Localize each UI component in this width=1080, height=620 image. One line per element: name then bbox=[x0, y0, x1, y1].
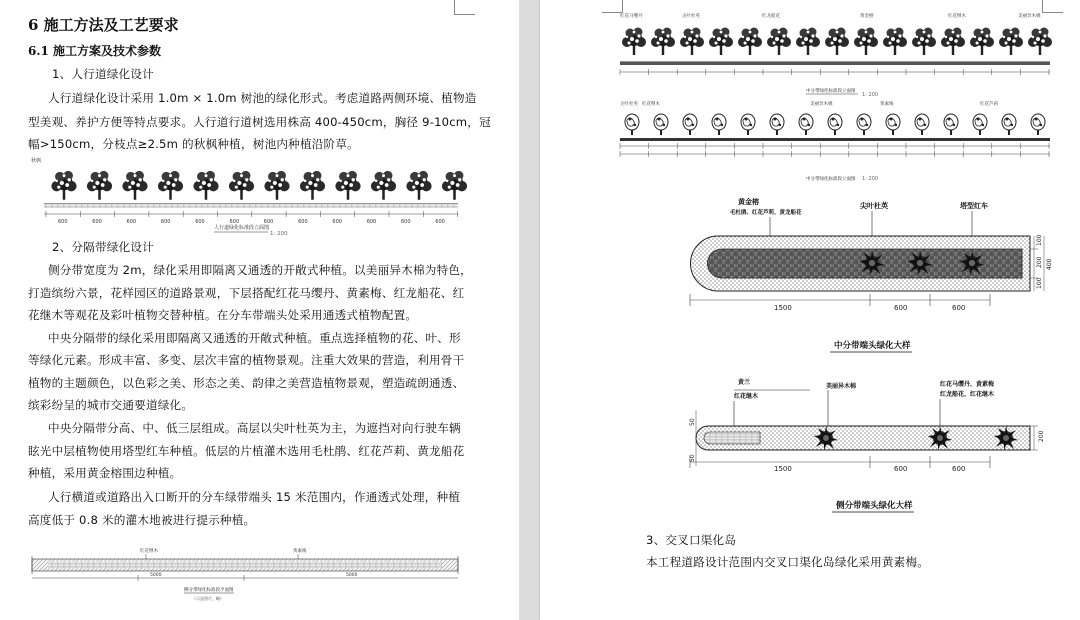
fig5-vdim: 100 bbox=[1036, 277, 1043, 289]
fig3-label: 尖叶杜英 bbox=[682, 14, 700, 19]
tree-symbol bbox=[51, 171, 76, 200]
fig1-dim-label: 600 bbox=[195, 219, 205, 225]
fig5-label: 尖叶杜英 bbox=[860, 202, 888, 210]
paragraph-line: 眩光中层植物使用塔型红车种植。低层的片植灌木选用毛杜鹃、红花芦莉、黄龙船花 bbox=[28, 444, 465, 458]
fig3-label: 美丽异木棉 bbox=[1018, 14, 1041, 19]
tree-symbol bbox=[825, 28, 849, 56]
fig6-label: 红龙船花、红花继木 bbox=[940, 391, 995, 398]
svg-text:秋枫: 秋枫 bbox=[31, 158, 42, 164]
fig5-dim: 600 bbox=[952, 304, 966, 312]
tree-symbol bbox=[371, 171, 396, 200]
fig3-label: 红龙船花 bbox=[762, 14, 780, 19]
tree-symbol bbox=[799, 114, 813, 135]
tree-symbol bbox=[886, 114, 900, 135]
fig6-vdim: 200 bbox=[1038, 430, 1045, 442]
median-elevation-figure-2 bbox=[620, 100, 1050, 186]
tree-symbol bbox=[1031, 114, 1045, 135]
paragraph-line: 幅>150cm，分枝点≥2.5m 的秋枫种植，树池内种植沿阶草。 bbox=[28, 137, 359, 151]
fig1-dim-label: 600 bbox=[263, 219, 274, 225]
tree-symbol bbox=[915, 114, 929, 135]
tree-symbol bbox=[654, 114, 668, 135]
tree-symbol bbox=[625, 114, 639, 135]
fig5-vdim: 200 bbox=[1036, 256, 1043, 268]
tree-symbol bbox=[335, 171, 360, 200]
fig6-vdim: 50 bbox=[689, 454, 696, 462]
tree-symbol bbox=[944, 114, 958, 135]
fig1-dim-label: 600 bbox=[58, 219, 68, 225]
tree-symbol bbox=[770, 114, 784, 135]
tree-symbol bbox=[854, 28, 878, 56]
fig6-label: 美丽异木棉 bbox=[826, 383, 857, 390]
paragraph-line: 打造缤纷六景，花样园区的道路景观，下层搭配红花马缨丹、黄素梅、红龙船花、红 bbox=[28, 286, 465, 300]
fig2-label-a: 红花继木 bbox=[140, 549, 158, 554]
tree-symbol bbox=[1028, 28, 1052, 56]
tree-symbol bbox=[828, 114, 842, 135]
fig2-label-b: 黄素梅 bbox=[293, 549, 307, 554]
fig6-label: 红花继木 bbox=[734, 393, 759, 400]
tree-symbol bbox=[712, 114, 726, 135]
fig5-vdim: 400 bbox=[1046, 258, 1053, 270]
page-gutter bbox=[519, 0, 540, 620]
fig6-vdim: 50 bbox=[689, 418, 696, 426]
tree-symbol bbox=[973, 114, 987, 135]
tree-symbol bbox=[300, 171, 325, 200]
paragraph-line: 中央分隔带分高、中、低三层组成。高层以尖叶杜英为主，为遮挡对向行驶车辆 bbox=[48, 421, 461, 435]
tree-symbol bbox=[406, 171, 431, 200]
fig1-caption: 人行道绿化标准段立面图 bbox=[214, 225, 270, 231]
fig4-label: 美丽异木棉 bbox=[810, 102, 833, 107]
fig5-vdim: 100 bbox=[1036, 234, 1043, 246]
median-end-detail-figure bbox=[650, 196, 1053, 356]
tree-symbol bbox=[680, 28, 704, 56]
fig2-dim: 5000 bbox=[346, 573, 358, 578]
tree-symbol bbox=[999, 28, 1023, 56]
fig1-dim-label: 600 bbox=[298, 219, 308, 225]
tree-symbol bbox=[683, 114, 697, 135]
median-plan-figure bbox=[28, 546, 462, 604]
section-1-title: 1、人行道绿化设计 bbox=[52, 67, 154, 81]
fig4-label: 红花继木 bbox=[642, 102, 660, 107]
fig1-dim-label: 600 bbox=[126, 219, 137, 225]
fig6-dim: 600 bbox=[894, 465, 908, 473]
margin-corner-mark bbox=[454, 0, 475, 15]
fig4-caption: 中分带绿化标准段立面图 bbox=[806, 177, 856, 182]
paragraph-line: 中央分隔带的绿化采用即隔离又通透的开敞式种植。重点选择植物的花、叶、形 bbox=[48, 331, 461, 345]
paragraph-line: 等绿化元素。形成丰富、多变、层次丰富的植物景观。注重大效果的营造，利用骨干 bbox=[28, 353, 465, 367]
fig5-caption: 中分带端头绿化大样 bbox=[834, 341, 911, 351]
tree-symbol bbox=[651, 28, 675, 56]
paragraph-line: 侧分带宽度为 2m，绿化采用即隔离又通透的开敞式种植。以美丽异木棉为特色， bbox=[48, 263, 472, 277]
paragraph-line: 人行横道或道路出入口断开的分车绿带端头 15 米范围内，作通透式处理，种植 bbox=[48, 490, 461, 504]
fig1-dim-label: 600 bbox=[160, 219, 171, 225]
paragraph-line: 花继木等观花及彩叶植物交替种植。在分车带端头处采用通透式植物配置。 bbox=[28, 308, 418, 322]
fig3-scale: 1: 200 bbox=[862, 92, 878, 98]
fig5-dim: 1500 bbox=[774, 304, 792, 312]
fig5-label: 塔型红车 bbox=[960, 202, 988, 210]
fig2-dim: 5000 bbox=[150, 573, 162, 578]
fig4-label: 尖叶杜英 bbox=[620, 102, 638, 107]
fig4-label: 红花芦莉 bbox=[980, 102, 998, 107]
tree-symbol bbox=[264, 171, 289, 200]
side-divider-end-detail-figure bbox=[650, 374, 1050, 522]
paragraph-line: 人行道绿化设计采用 1.0m × 1.0m 树池的绿化形式。考虑道路两侧环境、植物造 bbox=[48, 91, 477, 105]
fig3-label: 红花马缨丹 bbox=[620, 14, 643, 19]
fig5-label: 黄金榕 bbox=[738, 198, 759, 206]
fig1-dim-label: 600 bbox=[435, 219, 445, 225]
tree-symbol bbox=[622, 28, 646, 56]
paragraph-line: 型美观、养护方便等特点要求。人行道行道树选用株高 400-450cm，胸径 9-10cm，冠 bbox=[28, 115, 491, 129]
paragraph-line: 种植，采用黄金榕围边种植。 bbox=[28, 466, 182, 480]
fig1-dim-label: 600 bbox=[332, 219, 342, 225]
fig4-label: 黄素梅 bbox=[880, 102, 894, 107]
fig6-label: 黄兰 bbox=[738, 379, 751, 386]
fig3-label: 黄金榕 bbox=[860, 14, 874, 19]
fig4-scale: 1: 200 bbox=[862, 176, 878, 182]
paragraph-line: 缤彩纷呈的城市交通要道绿化。 bbox=[28, 398, 194, 412]
tree-symbol bbox=[193, 171, 218, 200]
fig1-dim-label: 600 bbox=[366, 219, 377, 225]
sidewalk-elevation-figure bbox=[28, 156, 458, 238]
tree-symbol bbox=[1002, 114, 1016, 135]
fig1-dim-label: 600 bbox=[401, 219, 411, 225]
tree-symbol bbox=[87, 171, 112, 200]
fig3-caption: 中分带绿化标准段立面图 bbox=[806, 89, 856, 94]
tree-symbol bbox=[741, 114, 755, 135]
paragraph-line: 高度低于 0.8 米的灌木地被进行提示种植。 bbox=[28, 513, 256, 527]
fig6-dim: 600 bbox=[952, 465, 966, 473]
tree-symbol bbox=[796, 28, 820, 56]
fig2-subcaption: （示意图片，略） bbox=[192, 596, 224, 601]
document-page-right bbox=[540, 0, 1080, 620]
section-heading: 6 施工方法及工艺要求 bbox=[28, 16, 179, 34]
fig6-caption: 侧分带端头绿化大样 bbox=[836, 501, 913, 511]
fig1-dim-label: 600 bbox=[229, 219, 240, 225]
tree-symbol bbox=[158, 171, 183, 200]
paragraph-line: 本工程道路设计范围内交叉口渠化岛绿化采用黄素梅。 bbox=[646, 555, 930, 569]
tree-symbol bbox=[442, 171, 467, 200]
fig3-label: 红花继木 bbox=[948, 14, 966, 19]
section-2-title: 2、分隔带绿化设计 bbox=[52, 240, 154, 254]
tree-symbol bbox=[912, 28, 936, 56]
fig1-scale: 1: 200 bbox=[270, 231, 288, 237]
tree-symbol bbox=[738, 28, 762, 56]
tree-symbol bbox=[941, 28, 965, 56]
fig6-label: 红花马缨丹、黄素梅 bbox=[940, 381, 995, 388]
document-page-left bbox=[0, 0, 519, 620]
tree-symbol bbox=[970, 28, 994, 56]
section-3-title: 3、交叉口渠化岛 bbox=[646, 533, 737, 547]
fig5-dim: 600 bbox=[894, 304, 908, 312]
tree-symbol bbox=[857, 114, 871, 135]
tree-symbol bbox=[767, 28, 791, 56]
tree-symbol bbox=[122, 171, 147, 200]
tree-symbol bbox=[709, 28, 733, 56]
fig5-label: 毛杜鹃、红花芦莉、黄龙船花 bbox=[730, 210, 802, 216]
fig6-dim: 1500 bbox=[774, 465, 792, 473]
median-elevation-figure-1 bbox=[620, 10, 1050, 102]
paragraph-line: 植物的主题颜色，以色彩之美、形态之美、韵律之美营造植物景观，塑造疏朗通透、 bbox=[28, 376, 465, 390]
subsection-heading: 6.1 施工方案及技术参数 bbox=[28, 44, 162, 58]
fig1-dim-label: 600 bbox=[92, 219, 102, 225]
tree-symbol bbox=[883, 28, 907, 56]
tree-symbol bbox=[229, 171, 254, 200]
fig2-caption: 侧分带绿化标准段平面图 bbox=[184, 588, 234, 593]
